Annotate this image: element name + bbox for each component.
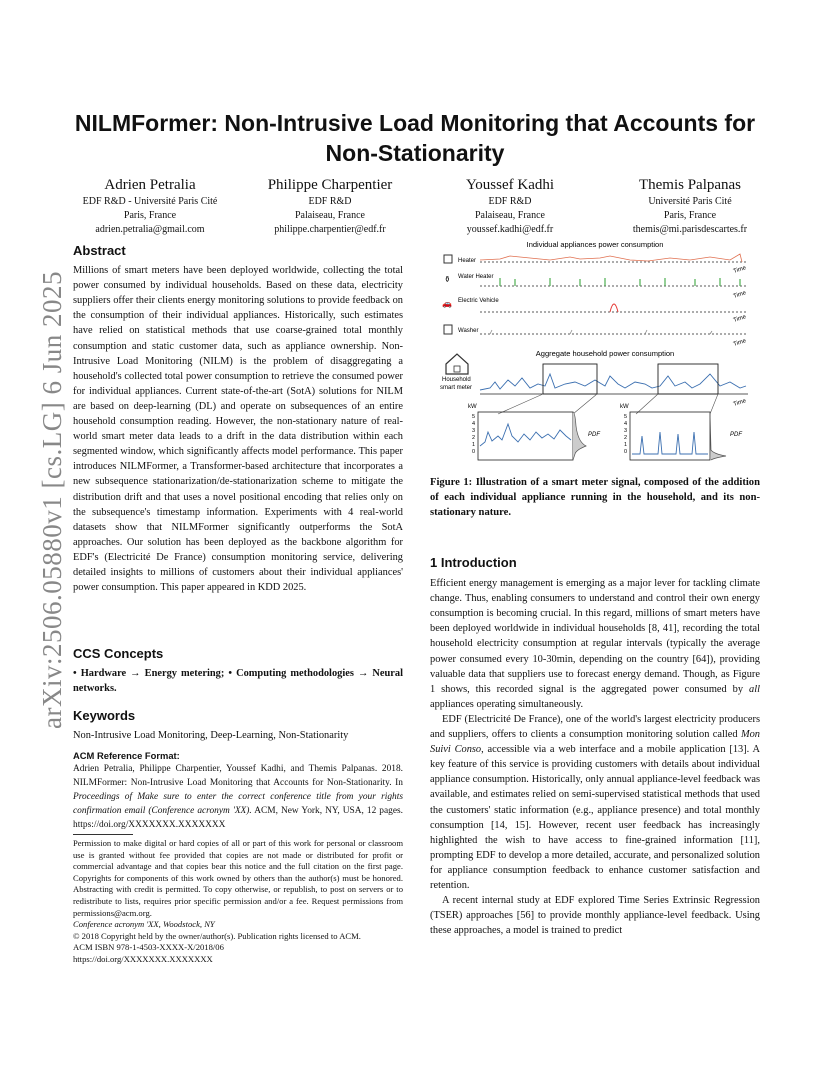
author-name: Adrien Petralia xyxy=(104,177,196,193)
car-icon: 🚗 xyxy=(442,299,452,308)
abstract-text: Millions of smart meters have been deployed worldwide, collecting the total power consumed by individual households. Based on these data, electricity suppliers offer their clients energy monitoring solutions to provide feedback on the consumption of their individual appliances. Historically, such estimates have relied on statistical methods that use coarse-grained total monthly consumption and static customer data, such as appliance ownership. Non-Intrusive Load Monitoring (NILM) is the problem of disaggregating a household's collected total power consumption to retrieve the consumed power for individual appliances. Current state-of-the-art (SotA) solutions for NILM are based on deep-learning (DL) and operate on subsequences of an entire household consumption reading. However, the non-stationary nature of real-world smart meter data leads to a drift in the data distribution within each segmented window, which significantly affects model performance. This paper introduces NILMFormer, a Transformer-based architecture that incorporates a new subsequence stationarization/de-stationarization scheme to mitigate the distribution drift and that uses a novel positional encoding that relies only on the subsequence's timestamp information. Experiments with 4 real-world datasets show that NILMFormer significantly outperforms the SotA approaches. Our solution has been deployed as the backbone algorithm for EDF's (Electricité De France) consumption monitoring service, delivering detailed insights to millions of customers about their individual appliances' power consumption. This paper appeared in KDD 2025. xyxy=(73,265,403,594)
heater-icon xyxy=(444,255,452,263)
author-affiliation: EDF R&D xyxy=(488,196,532,207)
intro-paragraph-1: Efficient energy management is emerging as a major lever for tackling climate change. Thus, enabling consumers to understand and control their own energy consumption is becoming crucial. In this regard, millions of smart meters have been deployed worldwide in individual households [8, 41], recording the total household electricity consumption at regular intervals (typically the average power consumed every 10-30min, depending on the country [64]), providing valuable data that suppliers use to forecast energy demand. Though, as Figure 1 shows, this recorded signal is the aggregated power consumed by all appliances operating simultaneously. xyxy=(430,578,760,710)
time-label: Time xyxy=(732,265,748,275)
acm-ref-text: Adrien Petralia, Philippe Charpentier, Youssef Kadhi, and Themis Palpanas. 2018. NILMFormer: Non-Intrusive Load Monitoring that Accounts for Non-Stationarity. In Proceedings of Make sure to enter the correct conference title from your rights confirmation email (Conference acronym 'XX). ACM, New York, NY, USA, 12 pages. https://doi.org/XXXXXXX.XXXXXXX xyxy=(73,763,403,830)
keywords-heading: Keywords xyxy=(73,708,136,723)
isbn-line: ACM ISBN 978-1-4503-XXXX-X/2018/06 xyxy=(73,942,224,953)
svg-text:Time: Time xyxy=(732,290,748,300)
svg-text:Time: Time xyxy=(732,314,748,324)
window-2 xyxy=(658,364,718,394)
author-3 xyxy=(420,176,600,237)
ccs-section xyxy=(73,646,403,696)
pdf-label: PDF xyxy=(730,432,742,438)
left-column xyxy=(73,243,403,595)
author-4 xyxy=(600,176,780,237)
svg-text:0: 0 xyxy=(623,449,627,455)
row-heater xyxy=(444,254,748,264)
fig-top-title: Individual appliances power consumption xyxy=(526,240,664,249)
svg-text:smart meter: smart meter xyxy=(440,385,473,391)
copyright-line: © 2018 Copyright held by the owner/author(s). Publication rights licensed to ACM. xyxy=(73,930,361,941)
author-block xyxy=(60,176,780,237)
house-icon xyxy=(446,354,468,374)
intro-paragraph-3: A recent internal study at EDF explored Time Series Extrinsic Regression (TSER) approaches [56] to provide monthly appliance-level feedback. Using these approaches, a model is trained to predict xyxy=(430,895,760,937)
intro-paragraph-2: EDF (Electricité De France), one of the world's largest electricity producers and suppliers, offers to clients a consumption monitoring solution called Mon Suivi Conso, accessible via a web interface and a mobile application [13]. A key feature of this service is providing customers with details about individual appliance consumption. Historically, only annual appliance-level feedback was available, and estimates relied on semi-supervised statistical methods that used the customers' static information (e.g., appliance presence) and total monthly consumption [14, 15]. However, recent user feedback has increasingly highlighted the wish to have access to fine-grained information [11], prompting EDF to develop a more detailed, accurate, and personalized solution for appliance consumption feedback to enhance customer satisfaction and retention. xyxy=(430,713,761,891)
svg-text:4: 4 xyxy=(471,421,475,427)
author-location: Paris, France xyxy=(123,210,177,221)
author-email: adrien.petralia@gmail.com xyxy=(95,224,205,235)
permission-notice xyxy=(73,838,403,966)
unit-label: kW xyxy=(468,404,477,410)
figure-1-illustration xyxy=(430,236,760,472)
washer-icon xyxy=(444,325,452,334)
svg-text:5: 5 xyxy=(623,414,627,420)
author-email: themis@mi.parisdescartes.fr xyxy=(632,224,748,235)
meter-label: Household xyxy=(442,377,471,383)
abstract-heading: Abstract xyxy=(73,243,126,258)
svg-text:0: 0 xyxy=(471,449,475,455)
zoom-window-2 xyxy=(620,404,742,460)
author-name: Philippe Charpentier xyxy=(267,177,393,193)
arxiv-stamp xyxy=(17,271,67,729)
author-1 xyxy=(60,176,240,237)
row-label: Washer xyxy=(458,328,479,334)
author-affiliation: Université Paris Cité xyxy=(648,196,732,207)
row-electric-vehicle xyxy=(442,298,748,312)
svg-text:3: 3 xyxy=(623,428,627,434)
svg-text:1: 1 xyxy=(471,442,475,448)
author-location: Paris, France xyxy=(663,210,717,221)
permission-text: Permission to make digital or hard copies of all or part of this work for personal or classroom use is granted without fee provided that copies are not made or distributed for profit or commercial advantage and that copies bear this notice and the full citation on the first page. Copyrights for components of this work owned by others than the author(s) must be honored. Abstracting with credit is permitted. To copy otherwise, or republish, to post on servers or to redistribute to lists, requires prior specific permission and/or a fee. Request permissions from permissions@acm.org. xyxy=(73,838,403,918)
aggregate-signal xyxy=(480,374,746,390)
author-name: Youssef Kadhi xyxy=(465,177,555,193)
svg-text:2: 2 xyxy=(471,435,475,441)
unit-label: kW xyxy=(620,404,629,410)
svg-text:5: 5 xyxy=(471,414,475,420)
author-location: Palaiseau, France xyxy=(295,210,365,221)
fig-agg-title: Aggregate household power consumption xyxy=(535,349,675,358)
svg-text:Time: Time xyxy=(732,398,748,408)
doi-line: https://doi.org/XXXXXXX.XXXXXXX xyxy=(73,953,213,964)
svg-text:3: 3 xyxy=(471,428,475,434)
intro-heading: 1 Introduction xyxy=(430,555,517,570)
ccs-heading: CCS Concepts xyxy=(73,646,164,661)
figure-caption: Figure 1: Illustration of a smart meter signal, composed of the addition of each individual appliance running in the household, and its non-stationary nature. xyxy=(430,477,760,518)
row-label: Electric Vehicle xyxy=(458,298,499,304)
paper-title: NILMFormer: Non-Intrusive Load Monitoring that Accounts for Non-Stationarity xyxy=(74,110,756,166)
author-location: Palaiseau, France xyxy=(475,210,545,221)
zoom-window-1 xyxy=(468,404,600,460)
figure-1 xyxy=(430,236,760,472)
acm-reference xyxy=(73,749,403,832)
keywords-text: Non-Intrusive Load Monitoring, Deep-Learning, Non-Stationarity xyxy=(73,730,349,742)
svg-text:1: 1 xyxy=(623,442,627,448)
pdf-curve-1 xyxy=(573,412,586,460)
pdf-label: PDF xyxy=(588,432,600,438)
svg-text:4: 4 xyxy=(623,421,627,427)
arxiv-id: arXiv:2506.05880v1 [cs.LG] 6 Jun 2025 xyxy=(37,271,67,729)
row-water-heater xyxy=(444,274,748,286)
author-name: Themis Palpanas xyxy=(638,177,742,193)
introduction-section xyxy=(430,555,760,938)
row-label: Heater xyxy=(458,258,477,264)
water-heater-icon: ⚱ xyxy=(444,275,451,284)
conference-line: Conference acronym 'XX, Woodstock, NY xyxy=(73,919,215,930)
keywords-section xyxy=(73,708,403,743)
author-affiliation: EDF R&D - Université Paris Cité xyxy=(82,196,218,207)
pdf-curve-2 xyxy=(710,412,726,460)
row-washer xyxy=(444,325,748,334)
svg-text:2: 2 xyxy=(623,435,627,441)
author-affiliation: EDF R&D xyxy=(308,196,352,207)
row-label: Water Heater xyxy=(458,274,494,280)
author-2 xyxy=(240,176,420,237)
footnote-divider xyxy=(73,834,133,835)
acm-ref-heading: ACM Reference Format: xyxy=(73,750,180,761)
author-email: philippe.charpentier@edf.fr xyxy=(274,224,386,235)
author-email: youssef.kadhi@edf.fr xyxy=(466,224,554,235)
ccs-text: • Hardware → Energy metering; • Computing methodologies → Neural networks. xyxy=(73,668,403,695)
svg-text:Time: Time xyxy=(732,338,748,348)
window-1 xyxy=(543,364,597,394)
